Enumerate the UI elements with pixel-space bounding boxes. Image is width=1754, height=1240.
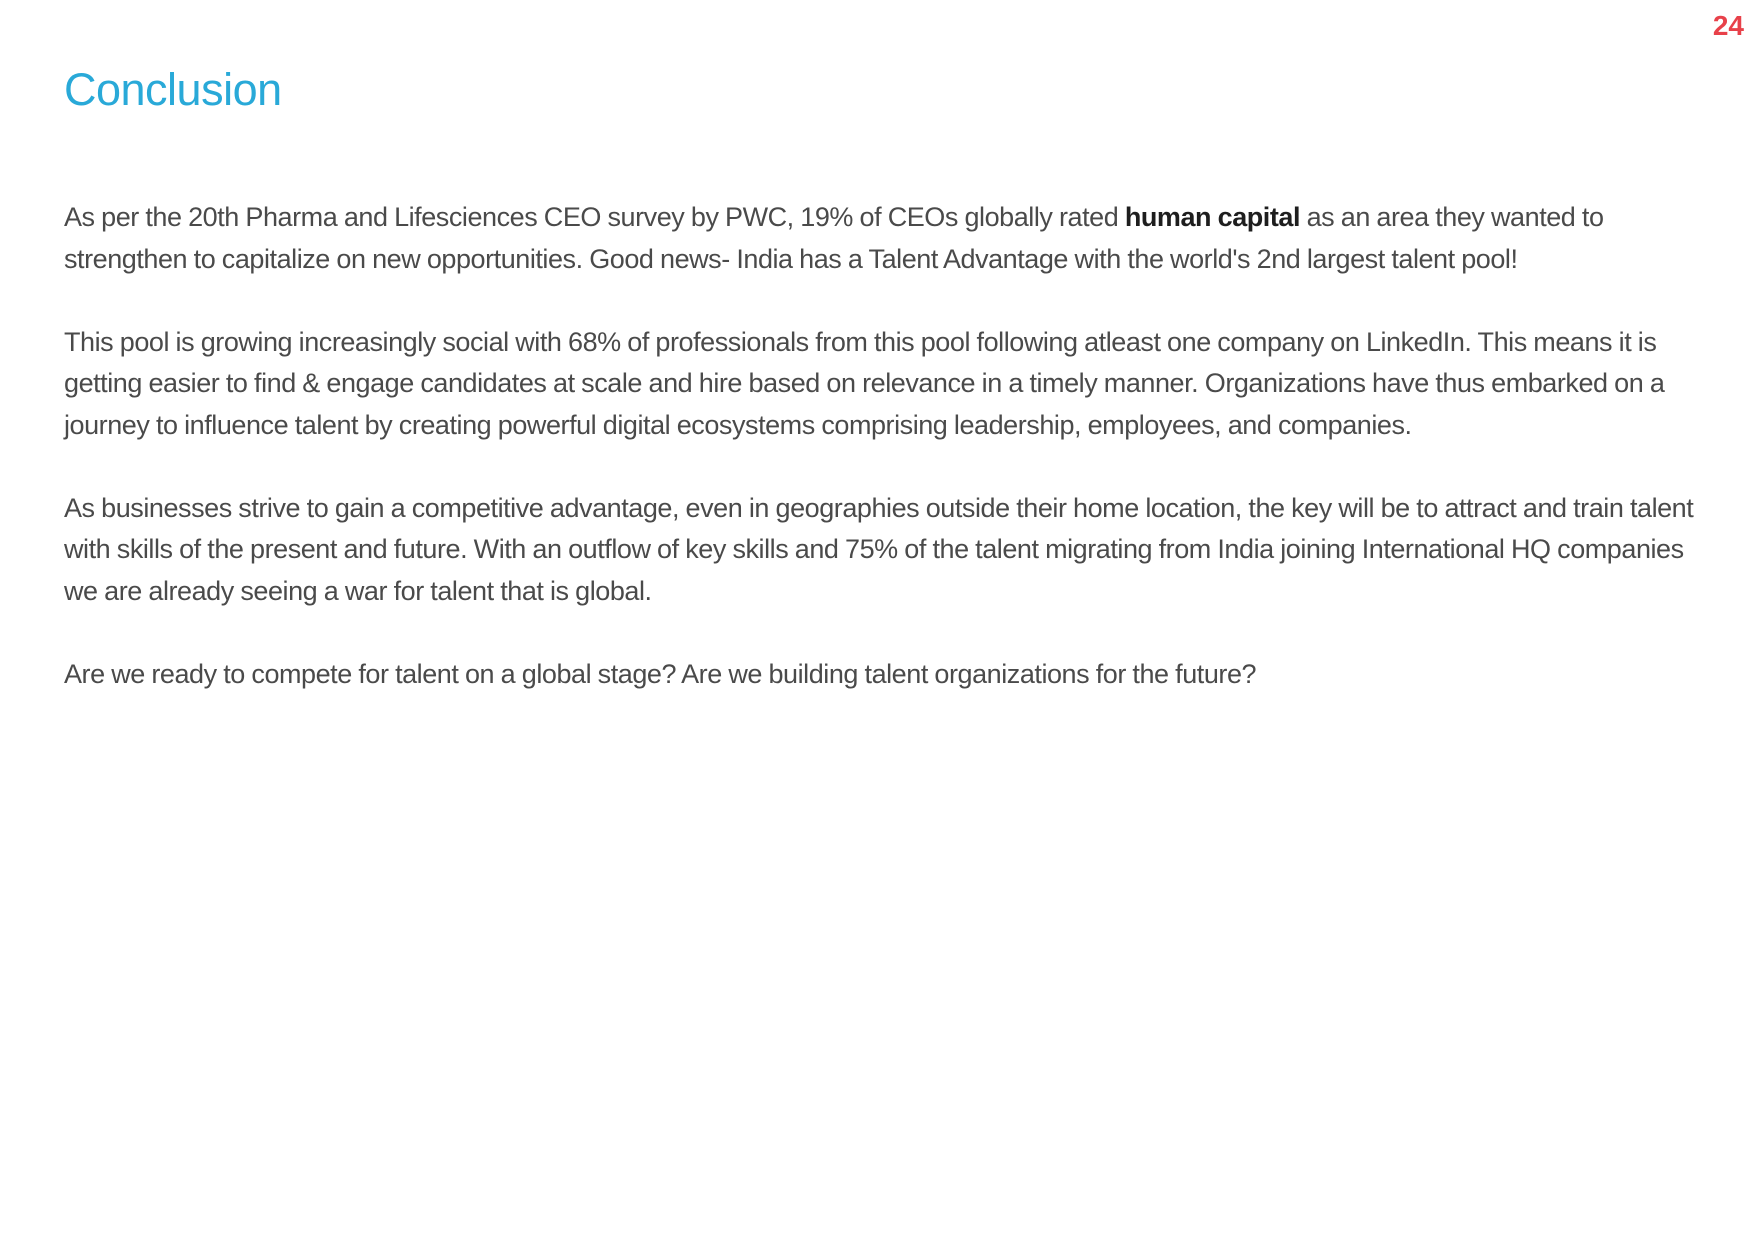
highlight-human-capital: human capital [1124,202,1301,232]
paragraph-1-rest: as an area they wanted to strengthen to capitalize on new opportunities. Good news- India has a Talent Advantage with the world's 2nd largest talent pool! [64,202,1604,274]
page-title: Conclusion [64,64,282,115]
paragraph-3: As businesses strive to gain a competitive advantage, even in geographies outside their home location, the key will be to attract and train talent with skills of the present and future. With an outflow of key skills and 75% of the talent migrating from India joining International HQ companies we are already seeing a war for talent that is global. [64,492,1694,606]
paragraph-4: Are we ready to compete for talent on a global stage? Are we building talent organizations for the future? [64,658,1257,689]
page-number: 24 [1712,10,1744,41]
paragraph-1-intro: As per the 20th Pharma and Lifesciences CEO survey by PWC, 19% of CEOs globally rated [64,202,1125,232]
paragraph-2: This pool is growing increasingly social with 68% of professionals from this pool following atleast one company on LinkedIn. This means it is getting easier to find & engage candidates at scale and hire based on relevance in a timely manner. Organizations have thus embarked on a journey to influence talent by creating powerful digital ecosystems comprising leadership, employees, and companies. [64,326,1665,440]
body-content [64,197,1704,737]
paragraph-1 [64,197,1704,280]
